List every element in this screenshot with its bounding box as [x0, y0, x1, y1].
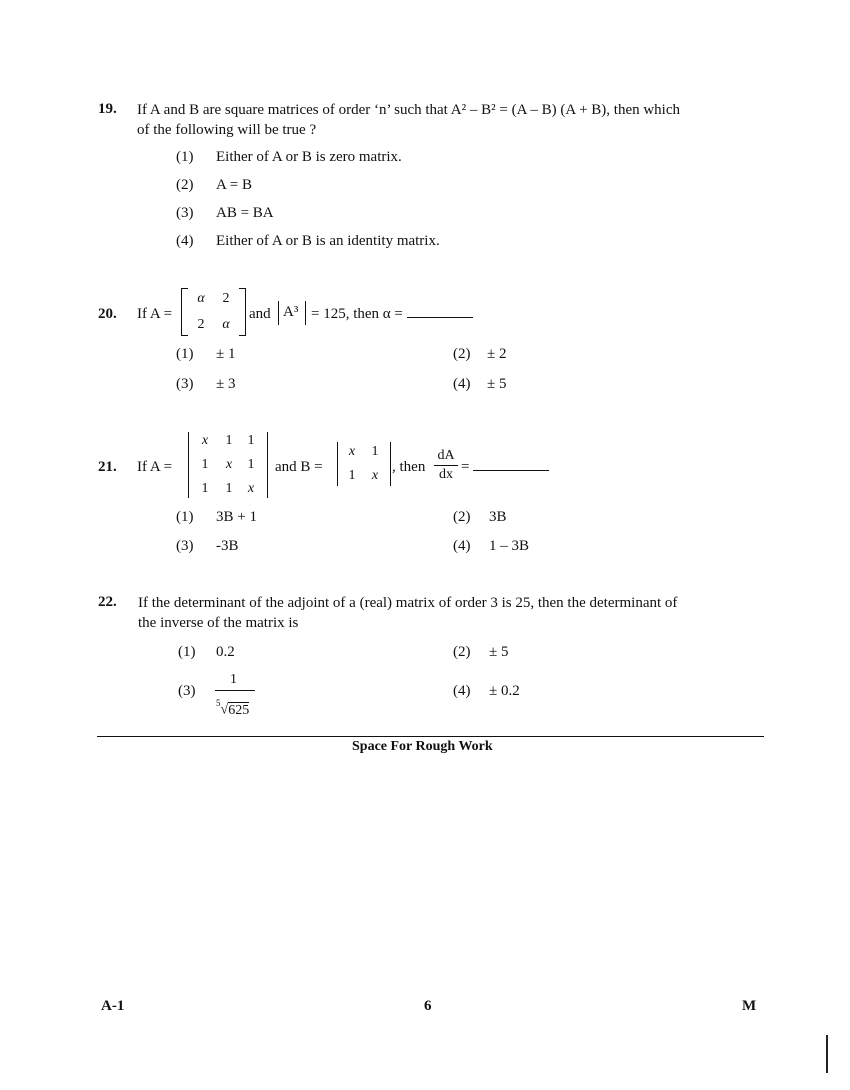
- q19-option-3: [176, 205, 274, 222]
- option-text: A = B: [216, 177, 252, 193]
- option-text: 1 – 3B: [489, 538, 530, 554]
- q21-option-4: [453, 538, 529, 555]
- option-number: (2): [453, 346, 471, 362]
- option-text: 0.2: [216, 644, 235, 660]
- q22-number: 22.: [98, 594, 117, 610]
- q21-equals: [461, 459, 549, 476]
- q20-suffix: [311, 306, 473, 323]
- det-bar-left: [337, 442, 338, 486]
- q22-option-1: [178, 644, 235, 661]
- matrix-cell: 1: [247, 457, 255, 472]
- matrix-cell: α: [197, 291, 205, 306]
- option-text: Either of A or B is an identity matrix.: [216, 233, 440, 249]
- matrix-cell: x: [348, 444, 356, 459]
- option-text: Either of A or B is zero matrix.: [216, 149, 402, 165]
- q21-option-1: [176, 509, 257, 526]
- matrix-cell: 1: [371, 444, 379, 459]
- q22-option-3-fraction-numerator: 1: [230, 672, 237, 687]
- matrix-cell: 1: [225, 433, 233, 448]
- q21-option-2: [453, 509, 507, 526]
- matrix-cell: x: [201, 433, 209, 448]
- q19-text-line2: of the following will be true ?: [137, 122, 317, 138]
- q22-text-line2: the inverse of the matrix is: [138, 615, 299, 631]
- matrix-cell: α: [222, 317, 230, 332]
- matrix-cell: x: [225, 457, 233, 472]
- q19-text-line1: If A and B are square matrices of order ‘n’ such that A² – B² = (A – B) (A + B), then which: [137, 102, 681, 118]
- option-text: ± 3: [216, 376, 236, 392]
- q22-option-4: [453, 683, 520, 700]
- option-text: ± 0.2: [489, 683, 520, 699]
- option-text: ± 2: [487, 346, 507, 362]
- option-text: ± 5: [487, 376, 507, 392]
- option-number: (1): [178, 644, 196, 660]
- det-bar-right: [390, 442, 391, 486]
- option-text: 3B + 1: [216, 509, 257, 525]
- option-text: AB = BA: [216, 205, 274, 221]
- q22-text-line1: If the determinant of the adjoint of a (real) matrix of order 3 is 25, then the determinant of: [138, 595, 678, 611]
- rough-work-label: Space For Rough Work: [352, 739, 493, 754]
- q20-middle: and: [249, 306, 271, 322]
- answer-blank: [473, 470, 549, 471]
- q20-det-expr: A³: [283, 304, 299, 320]
- matrix-cell: 2: [197, 317, 205, 332]
- option-number: (4): [453, 376, 471, 392]
- fraction-numerator: dA: [437, 448, 455, 463]
- option-number: (1): [176, 149, 194, 165]
- q22-option-3-root: [216, 700, 249, 719]
- q21-middle: and B =: [275, 459, 323, 475]
- q20-suffix-text: = 125, then α =: [311, 306, 403, 322]
- q20-option-4: [453, 376, 506, 393]
- option-number: (2): [176, 177, 194, 193]
- matrix-bracket-right: [239, 288, 246, 336]
- rough-work-divider: [97, 736, 764, 737]
- option-text: -3B: [216, 538, 239, 554]
- q20-option-3: [176, 376, 235, 393]
- det-bar-right: [305, 301, 306, 325]
- matrix-cell: 1: [348, 468, 356, 483]
- matrix-cell: 1: [225, 481, 233, 496]
- root-index: 5: [216, 698, 221, 708]
- q20-option-2: [453, 346, 506, 363]
- option-number: (3): [176, 376, 194, 392]
- option-number: (1): [176, 346, 194, 362]
- q21-option-3: [176, 538, 239, 555]
- q22-option-3-number: (3): [178, 683, 196, 699]
- option-number: (1): [176, 509, 194, 525]
- fraction-denominator: dx: [439, 467, 453, 482]
- page-number: 6: [424, 998, 432, 1014]
- fraction-bar: [215, 690, 255, 691]
- q21-prefix: If A =: [137, 459, 173, 475]
- matrix-cell: 1: [247, 433, 255, 448]
- derivative-fraction: [434, 448, 458, 483]
- det-bar-left: [188, 432, 189, 498]
- q21-number: 21.: [98, 459, 117, 475]
- matrix-cell: x: [247, 481, 255, 496]
- footer-series: M: [742, 998, 757, 1014]
- option-number: (4): [453, 538, 471, 554]
- option-number: (3): [176, 538, 194, 554]
- fraction-bar: [434, 465, 458, 466]
- radicand: 625: [228, 702, 250, 718]
- matrix-cell: 2: [222, 291, 230, 306]
- matrix-cell: x: [371, 468, 379, 483]
- option-number: (4): [453, 683, 471, 699]
- q22-option-2: [453, 644, 508, 661]
- option-number: (3): [176, 205, 194, 221]
- scan-edge-mark: [826, 1035, 828, 1073]
- det-bar-left: [278, 301, 279, 325]
- q21-then: , then: [392, 459, 426, 475]
- q19-option-2: [176, 177, 252, 194]
- option-text: ± 5: [489, 644, 509, 660]
- q20-number: 20.: [98, 306, 117, 322]
- option-text: ± 1: [216, 346, 236, 362]
- footer-code: A-1: [101, 998, 125, 1014]
- q19-number: 19.: [98, 101, 117, 117]
- answer-blank: [407, 317, 473, 318]
- option-number: (2): [453, 509, 471, 525]
- option-text: 3B: [489, 509, 507, 525]
- q19-option-4: [176, 233, 440, 250]
- det-bar-right: [267, 432, 268, 498]
- matrix-bracket-left: [181, 288, 188, 336]
- matrix-cell: 1: [201, 481, 209, 496]
- option-number: (2): [453, 644, 471, 660]
- q19-option-1: [176, 149, 402, 166]
- q20-prefix: If A =: [137, 306, 173, 322]
- equals-sign: =: [461, 459, 470, 475]
- option-number: (4): [176, 233, 194, 249]
- q20-option-1: [176, 346, 235, 363]
- radical-sign: √: [220, 702, 229, 718]
- matrix-cell: 1: [201, 457, 209, 472]
